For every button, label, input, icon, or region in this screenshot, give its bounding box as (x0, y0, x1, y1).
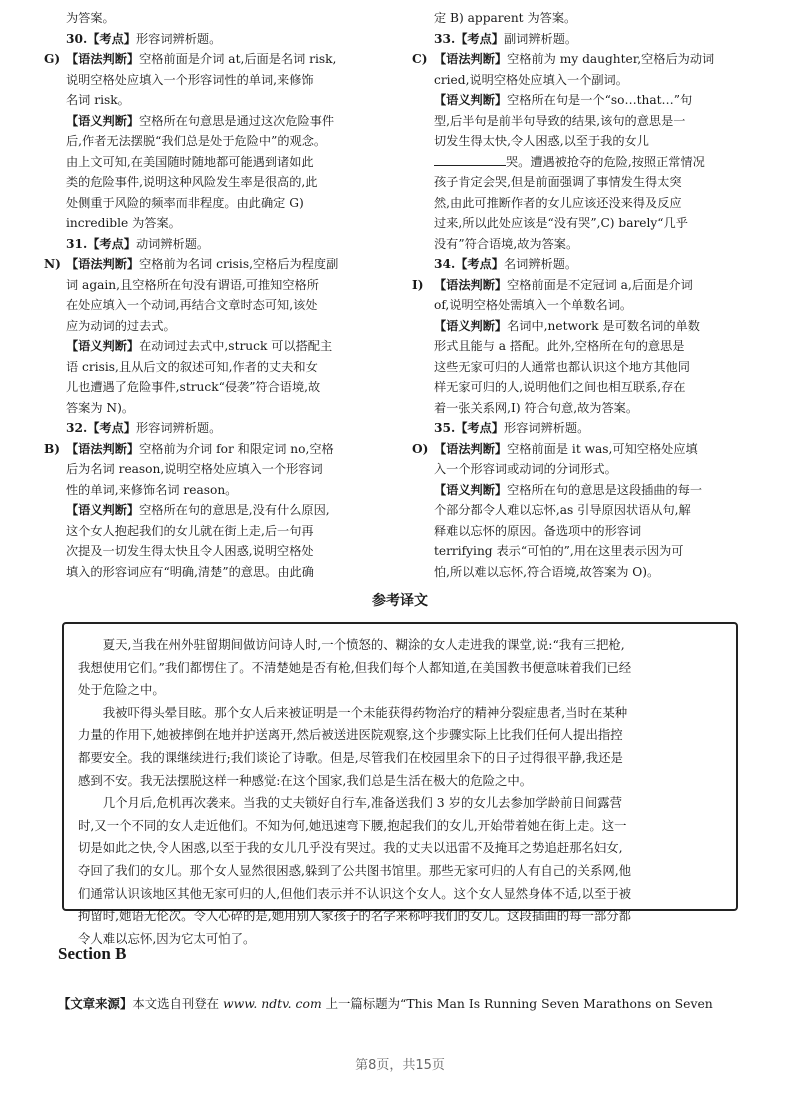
translation-title: 参考译文 (372, 593, 428, 609)
explanation-text: 【语法判断】空格前为介词 for 和限定词 no,空格 (66, 441, 334, 456)
answer-letter (412, 172, 434, 193)
answer-letter (44, 234, 66, 255)
right-column-line (412, 8, 756, 29)
left-column-line (44, 70, 382, 91)
left-column-line (44, 111, 382, 132)
answer-letter (44, 193, 66, 214)
answer-letter (44, 521, 66, 542)
explanation-text: incredible 为答案。 (66, 216, 181, 230)
answer-letter (44, 213, 66, 234)
answer-letter (44, 111, 66, 132)
explanation-text: 型,后半句是前半句导致的结果,该句的意思是一 (434, 113, 686, 128)
explanation-text: 孩子肯定会哭,但是前面强调了事情发生得太突 (434, 175, 682, 189)
right-column-line (412, 234, 756, 255)
left-column-line (44, 336, 382, 357)
explanation-text: 答案为 N)。 (66, 400, 135, 415)
left-column-line (44, 193, 382, 214)
answer-letter (412, 193, 434, 214)
translation-line: 切是如此之快,令人困惑,以至于我的女儿几乎没有哭过。我的丈夫以迅雷不及掩耳之势追赶那名妇女, (78, 840, 623, 856)
explanation-text: 类的危险事件,说明这种风险发生率是很高的,此 (66, 175, 318, 189)
explanation-text: 怕,所以难以忘怀,符合语境,故答案为 O)。 (434, 564, 660, 579)
right-column-line (412, 111, 756, 132)
explanation-text: 【语法判断】空格前面是介词 at,后面是名词 risk, (66, 52, 337, 66)
explanation-text: 切发生得太快,令人困惑,以至于我的女儿 (434, 134, 649, 148)
explanation-text: 次提及一切发生得太快且令人困惑,说明空格处 (66, 544, 314, 558)
explanation-text: 入一个形容词或动词的分词形式。 (434, 462, 617, 476)
explanation-text: 这个女人抱起我们的女儿就在街上走,后一句再 (66, 523, 314, 538)
explanation-text: of,说明空格处需填入一个单数名词。 (434, 298, 633, 312)
section-b-heading: Section B (58, 944, 127, 963)
explanation-text: 然,由此可推断作者的女儿应该还没来得及反应 (434, 195, 682, 210)
answer-letter (44, 500, 66, 521)
translation-line: 都要安全。我的课继续进行;我们谈论了诗歌。但是,尽管我们在校园里余下的日子过得很平静,我还是 (78, 749, 623, 765)
explanation-text: 后,作者无法摆脱“我们总是处于危险中”的观念。 (66, 134, 327, 148)
right-column-line (412, 336, 756, 357)
explanation-text: 词 again,且空格所在句没有谓语,可推知空格所 (66, 277, 319, 292)
right-column-line (412, 562, 756, 583)
translation-line: 夏天,当我在州外驻留期间做访问诗人时,一个愤怒的、糊涂的女人走进我的课堂,说:“我有三把枪, (78, 637, 625, 652)
explanation-text: 儿也遭遇了危险事件,struck“侵袭”符合语境,故 (66, 380, 321, 394)
left-column-line (44, 418, 382, 439)
explanation-text: 【语义判断】空格所在句意思是通过这次危险事件 (66, 113, 335, 128)
answer-letter (412, 357, 434, 378)
translation-line: 们通常认识该地区其他无家可归的人,但他们表示并不认识这个女人。这个女人显然身体不适,以至于被 (78, 885, 632, 901)
left-column-line (44, 295, 382, 316)
right-column-line (412, 377, 756, 398)
answer-letter (44, 562, 66, 583)
explanation-text: 34.【考点】名词辨析题。 (434, 257, 578, 271)
answer-letter (412, 8, 434, 29)
explanation-text: 定 B) apparent 为答案。 (434, 11, 577, 25)
answer-letter (412, 213, 434, 234)
explanation-text: 名词 risk。 (66, 93, 130, 107)
answer-letter (44, 29, 66, 50)
left-column-line (44, 562, 382, 583)
left-column-line (44, 90, 382, 111)
translation-line: 拘留时,她语无伦次。令人心碎的是,她用别人家孩子的名字来称呼我们的女儿。这段插曲的每一部分都 (78, 908, 632, 924)
explanation-text: 【语义判断】空格所在句的意思是这段插曲的每一 (434, 482, 703, 497)
left-column-line (44, 316, 382, 337)
right-column-line (412, 49, 756, 70)
answer-letter (412, 131, 434, 152)
answer-letter: B) (44, 441, 61, 456)
explanation-text: 30.【考点】形容词辨析题。 (66, 31, 222, 46)
answer-letter (44, 131, 66, 152)
explanation-text: 说明空格处应填入一个形容词性的单词,来修饰 (66, 72, 314, 87)
answer-letter (44, 152, 66, 173)
answer-letter (412, 541, 434, 562)
left-column-line (44, 541, 382, 562)
right-column-line (412, 172, 756, 193)
right-column-line (412, 90, 756, 111)
left-column-line (44, 500, 382, 521)
source-line: 【文章来源】本文选自刊登在 www. ndtv. com 上一篇标题为“This Man Is Running Seven Marathons on Seven (58, 996, 713, 1011)
answer-letter (44, 70, 66, 91)
answer-letter (44, 172, 66, 193)
explanation-text: 哭。遭遇被抢夺的危险,按照正常情况 (434, 152, 756, 173)
translation-line: 几个月后,危机再次袭来。当我的丈夫锁好自行车,准备送我们 3 岁的女儿去参加学龄前日间露营 (78, 795, 623, 811)
answer-letter (44, 336, 66, 357)
explanation-text: 语 crisis,且从后文的叙述可知,作者的丈夫和女 (66, 359, 318, 374)
right-column (412, 8, 756, 582)
right-column-line (412, 316, 756, 337)
explanation-text: 【语义判断】名词中,network 是可数名词的单数 (434, 318, 700, 333)
explanation-text: 填入的形容词应有“明确,清楚”的意思。由此确 (66, 564, 314, 579)
right-column-line (412, 459, 756, 480)
answer-letter (412, 500, 434, 521)
explanation-text: 性的单词,来修饰名词 reason。 (66, 482, 238, 497)
left-column-line (44, 480, 382, 501)
left-column-line (44, 8, 382, 29)
explanation-text: 31.【考点】动词辨析题。 (66, 236, 210, 251)
left-column-line (44, 234, 382, 255)
answer-letter: O) (412, 441, 429, 456)
explanation-text: terrifying 表示“可怕的”,用在这里表示因为可 (434, 544, 684, 558)
answer-letter (44, 8, 66, 29)
answer-letter (412, 398, 434, 419)
answer-letter (412, 521, 434, 542)
answer-letter: C) (412, 52, 428, 66)
right-column-line (412, 254, 756, 275)
left-column (44, 8, 382, 582)
explanation-text: 没有”符合语境,故为答案。 (434, 236, 579, 251)
right-column-line (412, 152, 756, 173)
right-column-line (412, 275, 756, 296)
explanation-text: 为答案。 (66, 11, 115, 25)
left-column-line (44, 254, 382, 275)
answer-letter: N) (44, 257, 61, 271)
right-column-line (412, 70, 756, 91)
explanation-text: 应为动词的过去式。 (66, 318, 176, 333)
answer-letter (412, 90, 434, 111)
translation-line: 令人难以忘怀,因为它太可怕了。 (78, 930, 256, 946)
right-column-line (412, 29, 756, 50)
translation-line: 我想使用它们。”我们都愣住了。不清楚她是否有枪,但我们每个人都知道,在美国教书便意味着我们已经 (78, 659, 632, 675)
answer-letter (44, 295, 66, 316)
explanation-text: cried,说明空格处应填入一个副词。 (434, 72, 628, 87)
right-column-line (412, 193, 756, 214)
translation-box (62, 622, 738, 946)
left-column-line (44, 49, 382, 70)
left-column-line (44, 172, 382, 193)
left-column-line (44, 29, 382, 50)
answer-letter (412, 234, 434, 255)
explanation-text: 后为名词 reason,说明空格处应填入一个形容词 (66, 462, 323, 476)
answer-letter (44, 398, 66, 419)
left-column-line (44, 459, 382, 480)
explanation-text: 在处应填入一个动词,再结合文章时态可知,该处 (66, 298, 318, 312)
answer-letter (44, 377, 66, 398)
explanation-text: 【语法判断】空格前为名词 crisis,空格后为程度副 (66, 257, 339, 271)
translation-line: 处于危险之中。 (78, 682, 165, 698)
answer-letter (412, 254, 434, 275)
answer-letter (412, 480, 434, 501)
answer-letter (412, 418, 434, 439)
answer-letter (44, 480, 66, 501)
explanation-text: 33.【考点】副词辨析题。 (434, 31, 578, 46)
answer-letter (44, 316, 66, 337)
right-column-line (412, 131, 756, 152)
explanation-text: 35.【考点】形容词辨析题。 (434, 421, 590, 435)
explanation-text: 32.【考点】形容词辨析题。 (66, 421, 222, 435)
answer-letter (412, 377, 434, 398)
answer-letter (44, 275, 66, 296)
answer-letter (44, 418, 66, 439)
translation-line: 力量的作用下,她被摔倒在地并护送离开,然后被送进医院观察,这个步骤实际上比我们任何人提出指控 (78, 727, 623, 743)
left-column-line (44, 377, 382, 398)
answer-letter (412, 336, 434, 357)
answer-letter (412, 152, 434, 173)
answer-letter (412, 459, 434, 480)
page-footer: 第8页，共15页 (355, 1058, 445, 1073)
left-column-line (44, 357, 382, 378)
answer-letter: I) (412, 277, 424, 292)
right-column-line (412, 480, 756, 501)
explanation-text: 【语法判断】空格前面是不定冠词 a,后面是介词 (434, 277, 693, 292)
answer-letter (412, 111, 434, 132)
explanation-text: 样无家可归的人,说明他们之间也相互联系,存在 (434, 380, 686, 394)
translation-line: 感到不安。我无法摆脱这样一种感觉:在这个国家,我们总是生活在极大的危险之中。 (78, 772, 533, 788)
left-column-line (44, 131, 382, 152)
right-column-line (412, 541, 756, 562)
right-column-line (412, 213, 756, 234)
explanation-text: 处侧重于风险的频率而非程度。由此确定 G) (66, 195, 304, 210)
explanation-text: 过来,所以此处应该是“没有哭”,C) barely“几乎 (434, 216, 688, 230)
right-column-line (412, 398, 756, 419)
translation-line: 夺回了我们的女儿。那个女人显然很困惑,躲到了公共图书馆里。那些无家可归的人有自己的关系网,他 (78, 862, 632, 878)
explanation-text: 着一张关系网,I) 符合句意,故为答案。 (434, 400, 639, 415)
right-column-line (412, 418, 756, 439)
left-column-line (44, 521, 382, 542)
left-column-line (44, 439, 382, 460)
explanation-text: 形式且能与 a 搭配。此外,空格所在句的意思是 (434, 339, 685, 353)
answer-letter (44, 459, 66, 480)
right-column-line (412, 500, 756, 521)
right-column-line (412, 521, 756, 542)
explanation-text: 【语义判断】在动词过去式中,struck 可以搭配主 (66, 339, 333, 353)
explanation-text: 【语义判断】空格所在句是一个“so…that…”句 (434, 93, 693, 107)
left-column-line (44, 152, 382, 173)
explanation-text: 【语法判断】空格前为 my daughter,空格后为动词 (434, 52, 715, 66)
answer-letter (44, 90, 66, 111)
answer-letter (412, 295, 434, 316)
answer-letter (412, 316, 434, 337)
answer-letter (412, 70, 434, 91)
answer-letter (44, 541, 66, 562)
explanation-text: 【语义判断】空格所在句的意思是,没有什么原因, (66, 503, 330, 517)
left-column-line (44, 275, 382, 296)
explanation-text: 个部分都令人难以忘怀,as 引导原因状语从句,解 (434, 503, 691, 517)
answer-letter (44, 357, 66, 378)
answer-letter: G) (44, 52, 61, 66)
left-column-line (44, 398, 382, 419)
right-column-line (412, 295, 756, 316)
explanation-text: 由上文可知,在美国随时随地都可能遇到诸如此 (66, 154, 314, 169)
explanation-text: 【语法判断】空格前面是 it was,可知空格处应填 (434, 441, 698, 456)
explanation-text: 这些无家可归的人通常也都认识这个地方其他同 (434, 359, 690, 374)
translation-line: 我被吓得头晕目眩。那个女人后来被证明是一个未能获得药物治疗的精神分裂症患者,当时在某种 (78, 704, 628, 720)
answer-letter (412, 29, 434, 50)
right-column-line (412, 439, 756, 460)
explanation-text: 释难以忘怀的原因。备选项中的形容词 (434, 523, 642, 538)
translation-line: 时,又一个不同的女人走近他们。不知为何,她迅速弯下腰,抱起我们的女儿,开始带着她在街上走。这一 (78, 817, 627, 833)
answer-letter (412, 562, 434, 583)
left-column-line (44, 213, 382, 234)
right-column-line (412, 357, 756, 378)
